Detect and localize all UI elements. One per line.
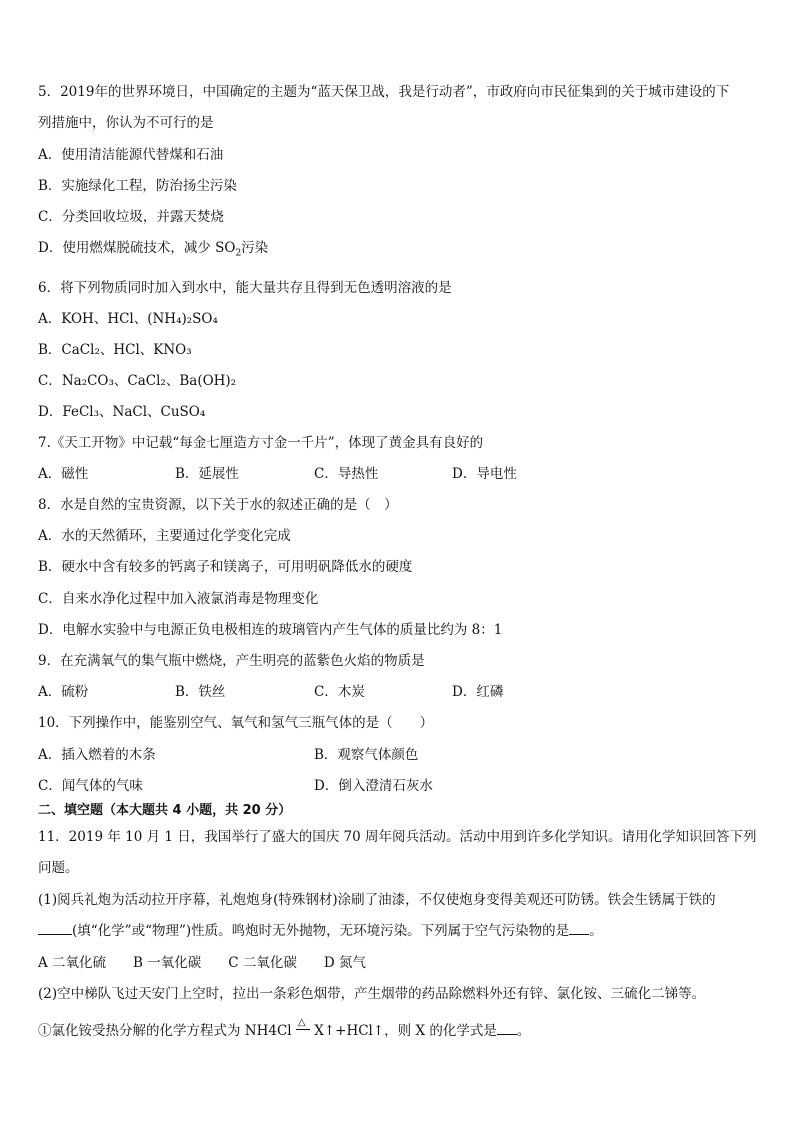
q5-option-d-text: D．使用燃煤脱硫技术，减少 SO — [38, 240, 236, 256]
answer-blank[interactable] — [38, 922, 72, 935]
q9-option-a: A．硫粉 — [38, 684, 89, 700]
q7-option-a: A．磁性 — [38, 466, 89, 482]
q6-option-a: A．KOH、HCl、(NH₄)₂SO₄ — [38, 311, 218, 327]
q5-stem-line2: 列措施中，你认为不可行的是 — [38, 115, 214, 131]
q8-stem: 8．水是自然的宝贵资源，以下关于水的叙述正确的是（ ） — [38, 497, 398, 513]
q7-option-d: D．导电性 — [452, 466, 517, 482]
q6-option-c: C．Na₂CO₃、CaCl₂、Ba(OH)₂ — [38, 373, 237, 389]
q11-part1-text: (填“化学”或“物理”)性质。鸣炮时无外抛物，无环境污染。下列属于空气污染物的是 — [72, 923, 570, 939]
delta-symbol: △ — [297, 1017, 306, 1028]
q10-options-row2 — [38, 776, 758, 796]
q9-option-b: B．铁丝 — [175, 684, 226, 700]
q7-options — [38, 464, 758, 484]
q10-option-b: B．观察气体颜色 — [314, 747, 419, 763]
q11-stem-line2: 问题。 — [38, 860, 79, 876]
q9-option-d: D．红磷 — [452, 684, 504, 700]
q11-stem-line1: 11．2019 年 10 月 1 日，我国举行了盛大的国庆 70 周年阅兵活动。活动中用到许多化学知识。请用化学知识回答下列 — [38, 829, 757, 845]
q11-part1-line1: (1)阅兵礼炮为活动拉开序幕，礼炮炮身(特殊钢材)涂刷了油漆，不仅使炮身变得美观还可防锈。铁会生锈属于铁的 — [38, 892, 716, 908]
q10-options-row1 — [38, 745, 758, 765]
q5-option-d — [38, 238, 268, 264]
q7-option-c: C．导热性 — [314, 466, 379, 482]
q11-part2-sub1 — [38, 1017, 531, 1041]
q10-option-c: C．闻气体的气味 — [38, 778, 143, 794]
q11-part2-sub1-text-2: X↑+HCl↑，则 X 的化学式是 — [314, 1023, 497, 1039]
q10-option-d: D．倒入澄清石灰水 — [314, 778, 433, 794]
answer-blank[interactable] — [497, 1022, 517, 1035]
q8-option-a: A．水的天然循环，主要通过化学变化完成 — [38, 528, 291, 544]
q6-option-b: B．CaCl₂、HCl、KNO₃ — [38, 342, 192, 358]
q9-stem: 9．在充满氧气的集气瓶中燃烧，产生明亮的蓝紫色火焰的物质是 — [38, 653, 425, 669]
heating-condition-icon — [296, 1017, 310, 1036]
q5-option-b: B．实施绿化工程，防治扬尘污染 — [38, 178, 237, 194]
q7-stem: 7.《天工开物》中记载“每金七厘造方寸金一千片”，体现了黄金具有良好的 — [38, 435, 484, 451]
q9-options — [38, 682, 758, 702]
q6-option-d: D．FeCl₃、NaCl、CuSO₄ — [38, 404, 206, 420]
q8-option-c: C．自来水净化过程中加入液氯消毒是物理变化 — [38, 591, 319, 607]
q11-part2-sub1-period: 。 — [516, 1023, 531, 1039]
q5-option-d-subscript: 2 — [235, 248, 242, 259]
q5-option-c: C．分类回收垃圾，并露天焚烧 — [38, 209, 224, 225]
q11-part1-line2 — [38, 921, 603, 941]
q11-part1-options: A 二氧化硫 B 一氧化碳 C 二氧化碳 D 氮气 — [38, 955, 366, 971]
q5-stem-line1: 5．2019年的世界环境日，中国确定的主题为“蓝天保卫战，我是行动者”，市政府向市民征集到的关于城市建设的下 — [38, 84, 730, 100]
q8-option-b: B．硬水中含有较多的钙离子和镁离子，可用明矾降低水的硬度 — [38, 559, 413, 575]
q5-option-a: A．使用清洁能源代替煤和石油 — [38, 147, 224, 163]
q7-option-b: B．延展性 — [175, 466, 239, 482]
q11-part1-period: 。 — [589, 923, 603, 939]
q5-option-d-text-end: 污染 — [241, 240, 269, 256]
q11-part2-line1: (2)空中梯队飞过天安门上空时，拉出一条彩色烟带，产生烟带的药品除燃料外还有锌、氯化铵、三硫化二锑等。 — [38, 986, 706, 1002]
q8-option-d: D．电解水实验中与电源正负电极相连的玻璃管内产生气体的质量比约为 8：1 — [38, 622, 503, 638]
answer-blank[interactable] — [569, 922, 589, 935]
q6-stem: 6．将下列物质同时加入到水中，能大量共存且得到无色透明溶液的是 — [38, 280, 452, 296]
q9-option-c: C．木炭 — [314, 684, 365, 700]
q11-part2-sub1-text: ①氯化铵受热分解的化学方程式为 NH4Cl — [38, 1023, 292, 1039]
q10-option-a: A．插入燃着的木条 — [38, 747, 156, 763]
q10-stem: 10．下列操作中，能鉴别空气、氧气和氢气三瓶气体的是（ ） — [38, 715, 434, 731]
reaction-line — [296, 1029, 310, 1030]
section-heading-fill-in: 二、填空题（本大题共 4 小题，共 20 分） — [38, 803, 292, 818]
